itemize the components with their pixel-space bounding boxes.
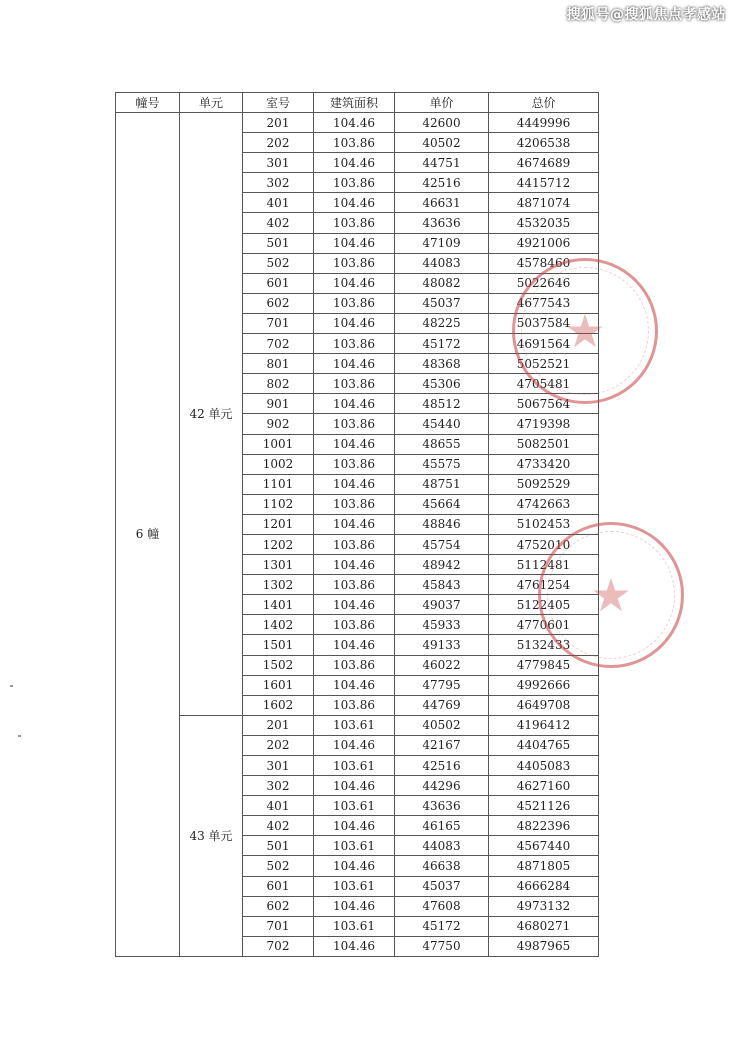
total-price-cell: 5092529 xyxy=(489,474,599,494)
room-cell: 202 xyxy=(243,133,314,153)
room-cell: 1001 xyxy=(243,434,314,454)
total-price-cell: 4987965 xyxy=(489,936,599,956)
building-cell: 6 幢 xyxy=(116,113,180,957)
unit-price-cell: 45933 xyxy=(395,615,489,635)
total-price-cell: 4404765 xyxy=(489,735,599,755)
unit-price-cell: 45754 xyxy=(395,534,489,554)
total-price-cell: 4405083 xyxy=(489,756,599,776)
room-cell: 1102 xyxy=(243,494,314,514)
total-price-cell: 4822396 xyxy=(489,816,599,836)
area-cell: 104.46 xyxy=(314,555,395,575)
unit-price-cell: 45037 xyxy=(395,876,489,896)
room-cell: 501 xyxy=(243,836,314,856)
area-cell: 103.86 xyxy=(314,253,395,273)
table-header-row xyxy=(116,93,599,113)
total-price-cell: 4779845 xyxy=(489,655,599,675)
unit-price-cell: 42516 xyxy=(395,756,489,776)
area-cell: 104.46 xyxy=(314,675,395,695)
total-price-cell: 4415712 xyxy=(489,173,599,193)
total-price-cell: 4206538 xyxy=(489,133,599,153)
header-room: 室号 xyxy=(243,93,314,113)
total-price-cell: 4992666 xyxy=(489,675,599,695)
total-price-cell: 4649708 xyxy=(489,695,599,715)
area-cell: 103.61 xyxy=(314,796,395,816)
room-cell: 201 xyxy=(243,715,314,735)
unit-price-cell: 45037 xyxy=(395,293,489,313)
room-cell: 1602 xyxy=(243,695,314,715)
room-cell: 1302 xyxy=(243,575,314,595)
room-cell: 402 xyxy=(243,213,314,233)
total-price-cell: 4674689 xyxy=(489,153,599,173)
area-cell: 104.46 xyxy=(314,595,395,615)
area-cell: 104.46 xyxy=(314,896,395,916)
room-cell: 602 xyxy=(243,896,314,916)
area-cell: 103.86 xyxy=(314,133,395,153)
total-price-cell: 4567440 xyxy=(489,836,599,856)
unit-price-cell: 47795 xyxy=(395,675,489,695)
area-cell: 103.86 xyxy=(314,615,395,635)
header-unit: 单元 xyxy=(180,93,243,113)
room-cell: 1002 xyxy=(243,454,314,474)
total-price-cell: 4521126 xyxy=(489,796,599,816)
area-cell: 103.61 xyxy=(314,756,395,776)
price-table xyxy=(115,92,599,957)
room-cell: 501 xyxy=(243,233,314,253)
area-cell: 103.86 xyxy=(314,695,395,715)
area-cell: 103.86 xyxy=(314,575,395,595)
unit-price-cell: 44083 xyxy=(395,836,489,856)
unit-price-cell: 45172 xyxy=(395,916,489,936)
unit-price-cell: 45664 xyxy=(395,494,489,514)
area-cell: 103.86 xyxy=(314,293,395,313)
unit-price-cell: 48655 xyxy=(395,434,489,454)
company-seal: ★ xyxy=(512,258,658,404)
room-cell: 401 xyxy=(243,193,314,213)
unit-price-cell: 47109 xyxy=(395,233,489,253)
room-cell: 702 xyxy=(243,936,314,956)
unit-price-cell: 46638 xyxy=(395,856,489,876)
total-price-cell: 4871074 xyxy=(489,193,599,213)
room-cell: 402 xyxy=(243,816,314,836)
total-price-cell: 4196412 xyxy=(489,715,599,735)
room-cell: 201 xyxy=(243,113,314,133)
total-price-cell: 5022646 xyxy=(489,273,599,293)
room-cell: 802 xyxy=(243,374,314,394)
room-cell: 302 xyxy=(243,173,314,193)
area-cell: 103.61 xyxy=(314,836,395,856)
room-cell: 801 xyxy=(243,354,314,374)
unit-price-cell: 45843 xyxy=(395,575,489,595)
area-cell: 103.61 xyxy=(314,715,395,735)
room-cell: 502 xyxy=(243,856,314,876)
total-price-cell: 4677543 xyxy=(489,293,599,313)
unit-price-cell: 44083 xyxy=(395,253,489,273)
room-cell: 701 xyxy=(243,313,314,333)
header-building: 幢号 xyxy=(116,93,180,113)
unit-price-cell: 40502 xyxy=(395,715,489,735)
area-cell: 103.86 xyxy=(314,374,395,394)
area-cell: 103.86 xyxy=(314,414,395,434)
table-row xyxy=(116,715,599,735)
total-price-cell: 5052521 xyxy=(489,354,599,374)
total-price-cell: 4680271 xyxy=(489,916,599,936)
unit-price-cell: 48512 xyxy=(395,394,489,414)
area-cell: 104.46 xyxy=(314,273,395,293)
unit-price-cell: 44769 xyxy=(395,695,489,715)
room-cell: 601 xyxy=(243,273,314,293)
total-price-cell: 4691564 xyxy=(489,334,599,354)
area-cell: 104.46 xyxy=(314,394,395,414)
total-price-cell: 5112481 xyxy=(489,555,599,575)
room-cell: 1201 xyxy=(243,514,314,534)
area-cell: 104.46 xyxy=(314,514,395,534)
area-cell: 104.46 xyxy=(314,153,395,173)
area-cell: 104.46 xyxy=(314,434,395,454)
table-row xyxy=(116,113,599,133)
room-cell: 602 xyxy=(243,293,314,313)
unit-price-cell: 42600 xyxy=(395,113,489,133)
total-price-cell: 4871805 xyxy=(489,856,599,876)
unit-price-cell: 40502 xyxy=(395,133,489,153)
total-price-cell: 4733420 xyxy=(489,454,599,474)
room-cell: 1402 xyxy=(243,615,314,635)
area-cell: 103.86 xyxy=(314,334,395,354)
room-cell: 1401 xyxy=(243,595,314,615)
area-cell: 104.46 xyxy=(314,113,395,133)
total-price-cell: 5122405 xyxy=(489,595,599,615)
unit-price-cell: 48751 xyxy=(395,474,489,494)
room-cell: 1501 xyxy=(243,635,314,655)
unit-price-cell: 45172 xyxy=(395,334,489,354)
header-area: 建筑面积 xyxy=(314,93,395,113)
unit-cell: 43 单元 xyxy=(180,715,243,956)
room-cell: 202 xyxy=(243,735,314,755)
unit-price-cell: 46022 xyxy=(395,655,489,675)
area-cell: 103.86 xyxy=(314,494,395,514)
total-price-cell: 4761254 xyxy=(489,575,599,595)
total-price-cell: 4973132 xyxy=(489,896,599,916)
room-cell: 1202 xyxy=(243,534,314,554)
unit-price-cell: 45306 xyxy=(395,374,489,394)
unit-price-cell: 47750 xyxy=(395,936,489,956)
unit-price-cell: 43636 xyxy=(395,213,489,233)
header-total-price: 总价 xyxy=(489,93,599,113)
unit-price-cell: 42167 xyxy=(395,735,489,755)
scan-speck xyxy=(10,685,13,687)
area-cell: 104.46 xyxy=(314,635,395,655)
area-cell: 104.46 xyxy=(314,233,395,253)
area-cell: 104.46 xyxy=(314,816,395,836)
area-cell: 103.86 xyxy=(314,454,395,474)
total-price-cell: 5067564 xyxy=(489,394,599,414)
area-cell: 104.46 xyxy=(314,776,395,796)
unit-price-cell: 49037 xyxy=(395,595,489,615)
scan-speck xyxy=(18,735,21,737)
unit-price-cell: 48225 xyxy=(395,313,489,333)
room-cell: 1301 xyxy=(243,555,314,575)
area-cell: 103.61 xyxy=(314,916,395,936)
room-cell: 701 xyxy=(243,916,314,936)
area-cell: 104.46 xyxy=(314,313,395,333)
unit-price-cell: 46165 xyxy=(395,816,489,836)
total-price-cell: 4719398 xyxy=(489,414,599,434)
total-price-cell: 5082501 xyxy=(489,434,599,454)
room-cell: 901 xyxy=(243,394,314,414)
room-cell: 301 xyxy=(243,153,314,173)
company-seal: ★ xyxy=(538,522,684,668)
room-cell: 302 xyxy=(243,776,314,796)
total-price-cell: 4578460 xyxy=(489,253,599,273)
area-cell: 104.46 xyxy=(314,735,395,755)
room-cell: 1601 xyxy=(243,675,314,695)
area-cell: 104.46 xyxy=(314,354,395,374)
total-price-cell: 5102453 xyxy=(489,514,599,534)
total-price-cell: 4705481 xyxy=(489,374,599,394)
room-cell: 401 xyxy=(243,796,314,816)
area-cell: 103.61 xyxy=(314,876,395,896)
room-cell: 502 xyxy=(243,253,314,273)
unit-price-cell: 43636 xyxy=(395,796,489,816)
unit-cell: 42 单元 xyxy=(180,113,243,716)
room-cell: 1101 xyxy=(243,474,314,494)
unit-price-cell: 46631 xyxy=(395,193,489,213)
unit-price-cell: 44296 xyxy=(395,776,489,796)
table-body xyxy=(116,113,599,957)
unit-price-cell: 45440 xyxy=(395,414,489,434)
unit-price-cell: 47608 xyxy=(395,896,489,916)
area-cell: 104.46 xyxy=(314,936,395,956)
watermark: 搜狐号@搜狐焦点孝感站 xyxy=(566,7,726,23)
room-cell: 902 xyxy=(243,414,314,434)
unit-price-cell: 48846 xyxy=(395,514,489,534)
area-cell: 104.46 xyxy=(314,856,395,876)
area-cell: 103.86 xyxy=(314,213,395,233)
room-cell: 301 xyxy=(243,756,314,776)
total-price-cell: 4666284 xyxy=(489,876,599,896)
unit-price-cell: 48368 xyxy=(395,354,489,374)
room-cell: 1502 xyxy=(243,655,314,675)
unit-price-cell: 45575 xyxy=(395,454,489,474)
header-unit-price: 单价 xyxy=(395,93,489,113)
unit-price-cell: 48082 xyxy=(395,273,489,293)
total-price-cell: 5132433 xyxy=(489,635,599,655)
unit-price-cell: 42516 xyxy=(395,173,489,193)
total-price-cell: 4921006 xyxy=(489,233,599,253)
area-cell: 104.46 xyxy=(314,474,395,494)
unit-price-cell: 49133 xyxy=(395,635,489,655)
room-cell: 702 xyxy=(243,334,314,354)
total-price-cell: 4627160 xyxy=(489,776,599,796)
total-price-cell: 4532035 xyxy=(489,213,599,233)
room-cell: 601 xyxy=(243,876,314,896)
area-cell: 104.46 xyxy=(314,193,395,213)
area-cell: 103.86 xyxy=(314,655,395,675)
total-price-cell: 4752010 xyxy=(489,534,599,554)
total-price-cell: 5037584 xyxy=(489,313,599,333)
total-price-cell: 4449996 xyxy=(489,113,599,133)
total-price-cell: 4770601 xyxy=(489,615,599,635)
unit-price-cell: 48942 xyxy=(395,555,489,575)
area-cell: 103.86 xyxy=(314,173,395,193)
total-price-cell: 4742663 xyxy=(489,494,599,514)
area-cell: 103.86 xyxy=(314,534,395,554)
unit-price-cell: 44751 xyxy=(395,153,489,173)
